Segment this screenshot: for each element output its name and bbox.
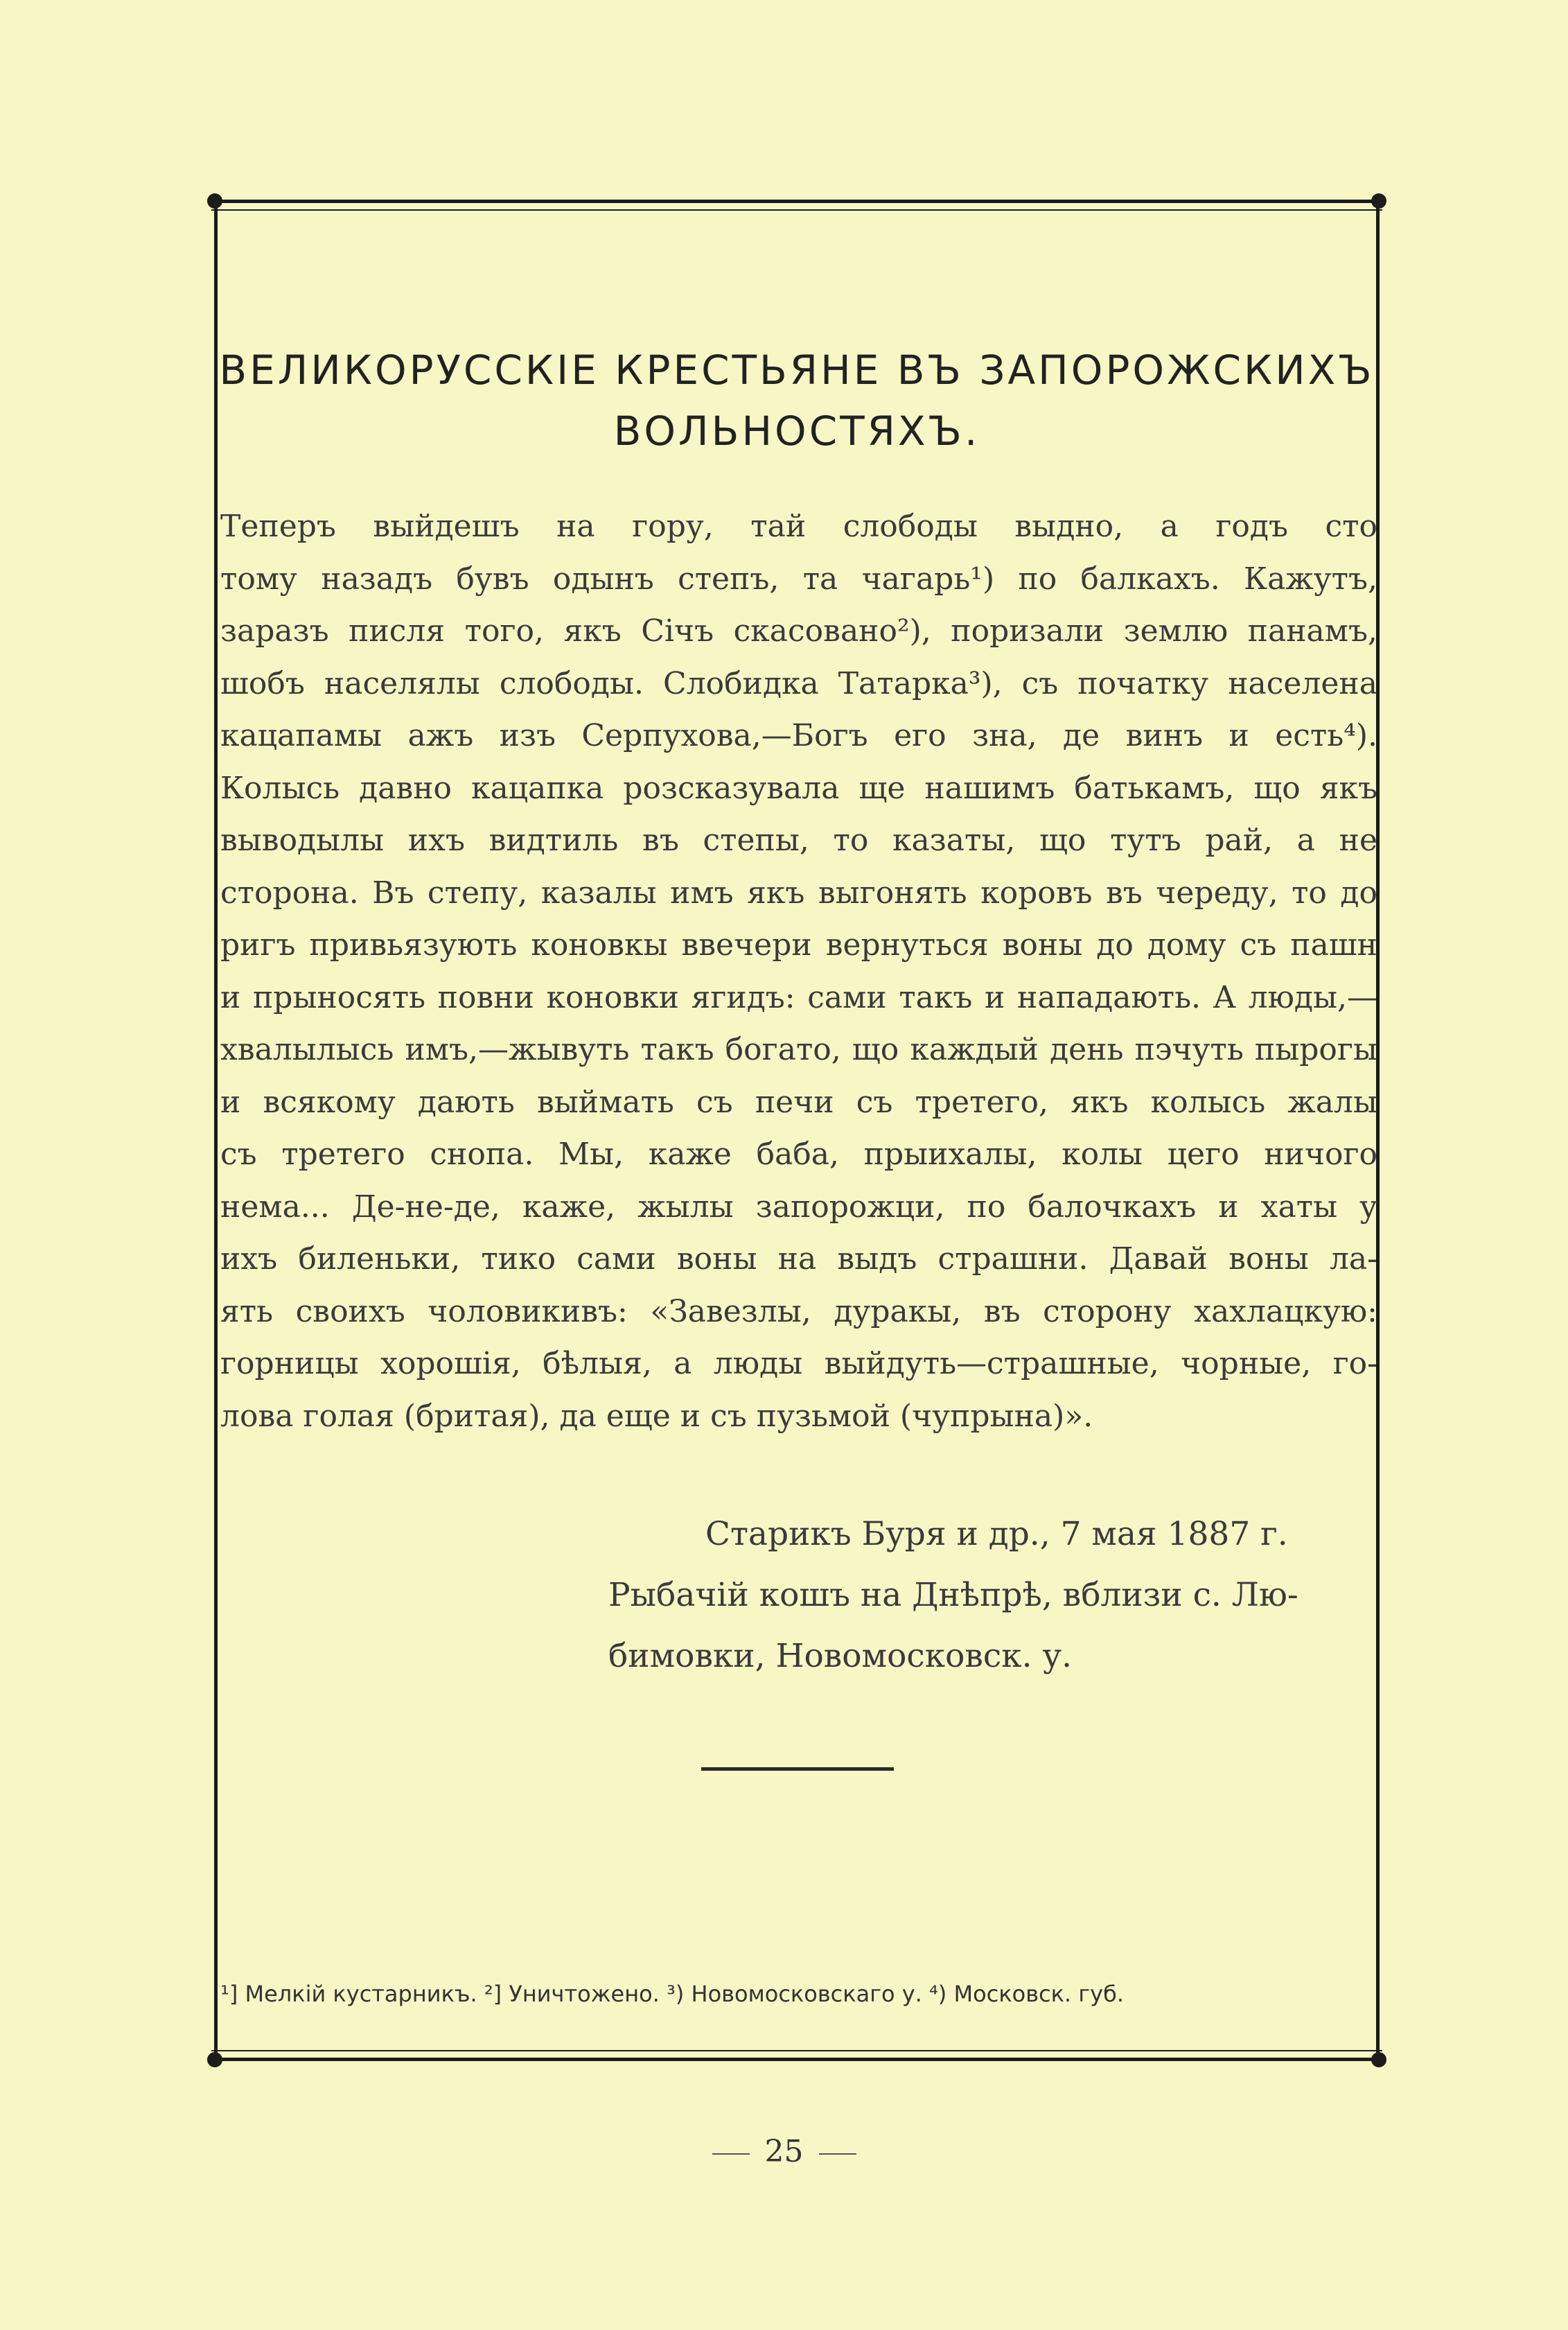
frame-bottom-line xyxy=(211,2058,1382,2061)
body-text-line: лова голая (бритая), да еще и съ пузьмой (чупрына)». xyxy=(220,1398,1093,1434)
frame-left-line xyxy=(214,200,218,2061)
signature-line-3: бимовки, Новомосковск. у. xyxy=(608,1637,1073,1675)
body-text-line: хвалылысь имъ,—жывуть такъ богато, що каждый день пэчуть пырогы xyxy=(220,1032,1377,1067)
page-number-block xyxy=(0,2131,1568,2173)
body-text-line: ихъ биленьки, тико сами воны на выдъ страшни. Давай воны ла- xyxy=(220,1241,1377,1277)
body-text-line: ригъ привьязують коновкы ввечери вернуться воны до дому съ пашн xyxy=(220,927,1377,963)
body-text-line: тому назадъ бувъ одынъ степъ, та чагарь¹) по балкахъ. Кажутъ, xyxy=(220,561,1377,597)
page-title xyxy=(211,340,1382,462)
footnotes: ¹] Мелкій кустарникъ. ²] Уничтожено. ³) Новомосковскаго у. ⁴) Московск. губ. xyxy=(220,1981,1124,2007)
signature-block xyxy=(608,1504,1357,1687)
body-text-line: шобъ населялы слободы. Слобидка Татарка³), съ початку населена xyxy=(220,665,1377,701)
page-number: 25 xyxy=(764,2134,804,2169)
signature-line-1: Старикъ Буря и др., 7 мая 1887 г. xyxy=(705,1515,1288,1553)
body-text-line: нема... Де-не-де, каже, жылы запорожци, по балочкахъ и хаты у xyxy=(220,1189,1377,1225)
corner-ornament-icon xyxy=(207,193,222,209)
body-paragraph xyxy=(220,500,1377,1442)
body-text-line: кацапамы ажъ изъ Серпухова,—Богъ его зна, де винъ и есть⁴). xyxy=(220,718,1377,753)
body-text-line: Теперъ выйдешъ на гору, тай слободы выдно, а годъ сто xyxy=(220,509,1377,544)
body-text-line: съ третего снопа. Мы, каже баба, прыихалы, колы цего ничого xyxy=(220,1137,1377,1172)
frame-top-inner-line xyxy=(211,209,1382,211)
title-line-2: ВОЛЬНОСТЯХЪ. xyxy=(613,408,980,455)
dash-decoration xyxy=(819,2153,856,2155)
corner-ornament-icon xyxy=(207,2052,222,2067)
corner-ornament-icon xyxy=(1371,2052,1386,2067)
body-text-line: горницы хорошія, бѣлыя, а люды выйдуть—страшные, чорные, го- xyxy=(220,1346,1377,1381)
corner-ornament-icon xyxy=(1371,193,1386,209)
frame-bottom-inner-line xyxy=(211,2050,1382,2051)
body-text-line: ять своихъ чоловикивъ: «Завезлы, дуракы, въ сторону хахлацкую: xyxy=(220,1293,1377,1329)
dash-decoration xyxy=(712,2153,750,2155)
title-line-1: ВЕЛИКОРУССКІЕ КРЕСТЬЯНЕ ВЪ ЗАПОРОЖСКИХЪ xyxy=(219,347,1375,394)
body-text-line: сторона. Въ степу, казалы имъ якъ выгонять коровъ въ череду, то до xyxy=(220,875,1377,911)
section-divider xyxy=(701,1767,894,1771)
body-text-line: выводылы ихъ видтиль въ степы, то казаты, що тутъ рай, а не xyxy=(220,823,1377,858)
frame-top-line xyxy=(211,200,1382,203)
signature-line-2: Рыбачій кошъ на Днѣпрѣ, вблизи с. Лю- xyxy=(608,1576,1298,1614)
body-text-line: заразъ писля того, якъ Січъ скасовано²), поризали землю панамъ, xyxy=(220,613,1377,649)
body-text-line: и прыносять повни коновки ягидъ: сами такъ и нападають. А люды,— xyxy=(220,979,1377,1015)
body-text-line: Колысь давно кацапка розсказувала ще нашимъ батькамъ, що якъ xyxy=(220,770,1377,806)
body-text-line: и всякому дають выймать съ печи съ третего, якъ колысь жалы xyxy=(220,1084,1377,1120)
